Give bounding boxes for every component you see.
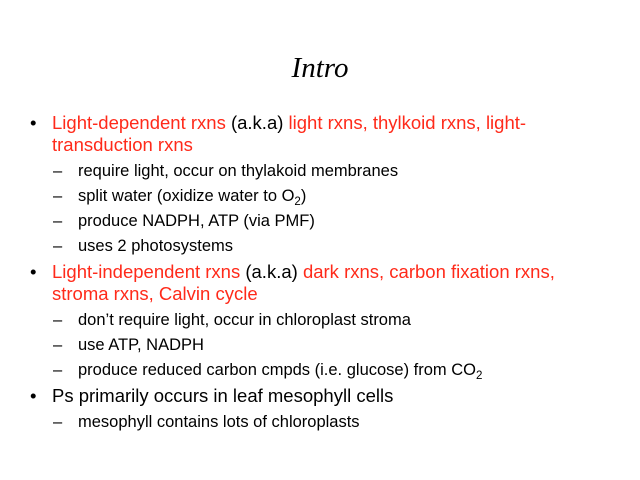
sub-bullet-text: mesophyll contains lots of chloroplasts	[78, 413, 360, 431]
bullet-icon: •	[30, 112, 37, 133]
bullet-text: Ps primarily occurs in leaf mesophyll cells	[52, 385, 394, 406]
dash-icon: –	[53, 311, 63, 329]
synonyms-label: dark rxns, carbon fixation rxns, stroma rxns, Calvin cycle	[52, 261, 555, 304]
bullet-item-mesophyll	[30, 385, 600, 407]
sub-bullet-text: don’t require light, occur in chloroplast stroma	[78, 311, 411, 329]
sub-bullet-item	[30, 186, 600, 206]
sub-bullet-item	[30, 236, 600, 256]
sub-bullet-text: split water (oxidize water to O	[78, 187, 295, 205]
dash-icon: –	[53, 212, 63, 230]
subscript-text: 2	[294, 196, 301, 208]
sub-bullet-item	[30, 161, 600, 181]
bullet-item-light-independent	[30, 261, 600, 305]
sub-bullet-text: require light, occur on thylakoid membranes	[78, 162, 399, 180]
dash-icon: –	[53, 336, 63, 354]
term-label: Light-independent rxns	[52, 261, 241, 282]
bullet-icon: •	[30, 261, 37, 282]
sub-bullet-item	[30, 360, 600, 380]
dash-icon: –	[53, 187, 63, 205]
aka-label: (a.k.a)	[240, 261, 303, 282]
slide-body	[30, 110, 600, 432]
aka-label: (a.k.a)	[225, 112, 289, 133]
synonyms-label: light rxns, thylkoid rxns, light-transduction rxns	[52, 112, 527, 155]
sub-bullet-item	[30, 412, 600, 432]
dash-icon: –	[53, 237, 63, 255]
dash-icon: –	[53, 361, 63, 379]
sub-bullet-item	[30, 335, 600, 355]
sub-bullet-text: use ATP, NADPH	[78, 336, 204, 354]
dash-icon: –	[53, 162, 63, 180]
term-label: Light-dependent rxns	[52, 112, 226, 133]
dash-icon: –	[53, 413, 63, 431]
sub-bullet-text-end: )	[300, 187, 307, 205]
slide-title: Intro	[291, 52, 349, 84]
sub-bullet-item	[30, 310, 600, 330]
sub-bullet-item	[30, 211, 600, 231]
sub-bullet-text: produce NADPH, ATP (via PMF)	[78, 212, 315, 230]
subscript-text: 2	[476, 370, 483, 382]
sub-bullet-text: uses 2 photosystems	[78, 237, 233, 255]
bullet-item-light-dependent	[30, 112, 600, 156]
sub-bullet-text: produce reduced carbon cmpds (i.e. glucose) from CO	[78, 361, 477, 379]
bullet-icon: •	[30, 385, 37, 406]
